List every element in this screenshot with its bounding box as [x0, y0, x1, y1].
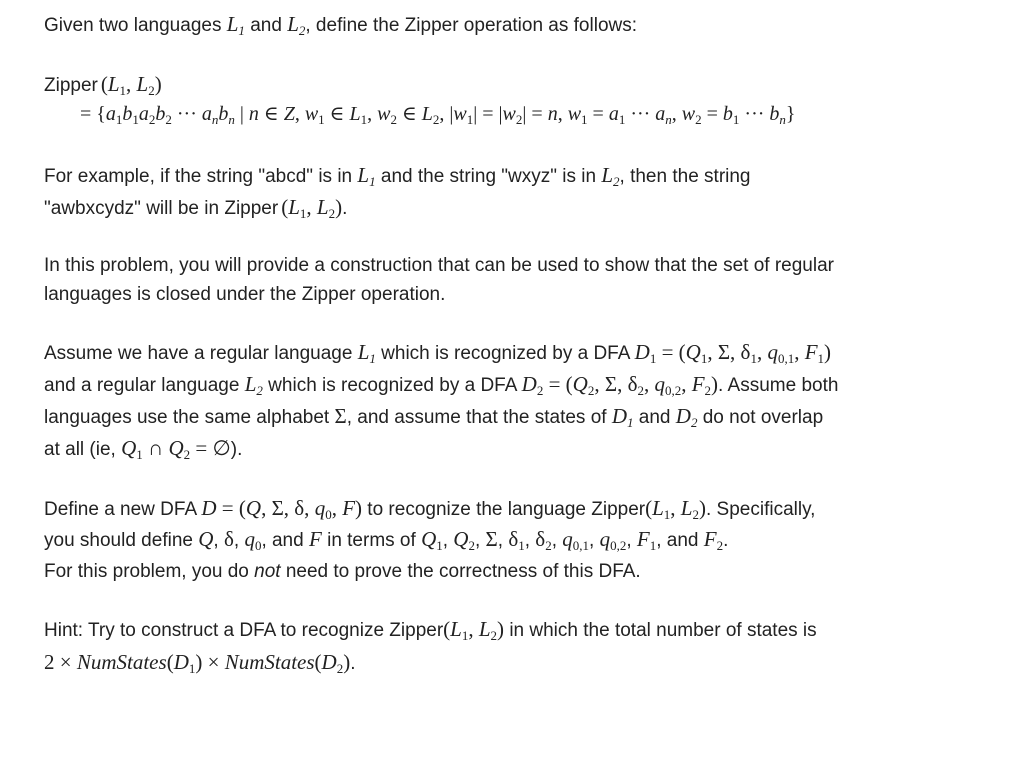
define-text-9: , [442, 530, 454, 551]
define-text-13: , [551, 530, 563, 551]
define-text-17: . [723, 530, 729, 551]
math-L1: $L_1$ [357, 163, 376, 189]
math-D2: $D_2$ [675, 404, 698, 430]
assume-text-6: languages use the same alphabet [44, 407, 335, 428]
hint-states-expression: $2 \times NumStates(D_1)$ × $NumStates(D_2)$ [44, 650, 351, 676]
assume-line-4 [44, 436, 242, 462]
math-Q2: $Q_2$ [453, 527, 475, 553]
intro-text-3: , define the Zipper operation as follows: [305, 15, 638, 36]
math-L2: $L_2$ [244, 372, 263, 398]
zipper-args: ($L_1$, $L_2$) [443, 617, 505, 643]
define-text-5: , [213, 530, 224, 551]
math-delta: δ [223, 527, 234, 551]
define-text-20: need to prove the correctness of this DFA. [280, 561, 641, 582]
math-sigma: Σ [334, 404, 347, 428]
math-q01: $q_{0,1}$ [562, 527, 590, 553]
define-line-2 [44, 527, 728, 553]
math-F2: $F_2$ [703, 527, 724, 553]
assume-text-11: ). [230, 439, 243, 460]
problem-line-2: languages is closed under the Zipper operation. [44, 284, 446, 305]
intro-text-1: Given two languages [44, 15, 227, 36]
define-text-8: in terms of [321, 530, 422, 551]
define-line-3 [44, 560, 641, 584]
example-text-3: , then the string [619, 166, 751, 187]
define-text-12: , [524, 530, 536, 551]
problem-line-1: In this problem, you will provide a construction that can be used to show that the set of regular [44, 255, 834, 276]
math-q02: $q_{0,2}$ [599, 527, 627, 553]
assume-line-2 [44, 372, 838, 398]
math-L2: $L_2$ [287, 12, 306, 38]
hint-text-1: Hint: Try to construct a DFA to recognize Zipper [44, 620, 444, 641]
math-D1: $D_1$ [611, 404, 634, 430]
assume-text-3: and a regular language [44, 375, 245, 396]
define-text-1: Define a new DFA [44, 499, 202, 520]
assume-text-2: which is recognized by a DFA [375, 343, 635, 364]
zipper-definition-head [44, 72, 162, 98]
math-delta2: $\delta_2$ [535, 527, 552, 553]
math-L2: $L_2$ [601, 163, 620, 189]
emphasis-not: not [254, 561, 281, 582]
define-text-11: , [497, 530, 509, 551]
zipper-label: Zipper [44, 75, 98, 96]
math-L1: $L_1$ [357, 340, 376, 366]
hint-line-2 [44, 650, 356, 676]
define-text-4: you should define [44, 530, 199, 551]
assume-line-3 [44, 404, 823, 430]
assume-text-1: Assume we have a regular language [44, 343, 358, 364]
math-F: F [308, 527, 322, 551]
zipper-set-math: = {$a_1b_1a_2b_2$ ··· $a_nb_n$ | n ∈ Z, $w_1$ ∈ $L_1$, $w_2$ ∈ $L_2$, $|w_1| = |w_2| = n$, $w_1 = a_1$ ··· $a_n$, $w_2 = b_1$ ··· $b_n$} [80, 103, 796, 127]
assume-text-8: and [633, 407, 676, 428]
assume-text-9: do not overlap [697, 407, 824, 428]
math-q0: $q_0$ [244, 527, 262, 553]
define-text-3: . Specifically, [705, 499, 816, 520]
hint-text-3: . [350, 653, 356, 674]
math-sigma: Σ [485, 527, 498, 551]
example-line-1 [44, 163, 751, 189]
example-text-1: For example, if the string "abcd" is in [44, 166, 358, 187]
math-D1-tuple: $D_1 = (Q_1$, Σ, $\delta_1$, $q_{0,1}$, $F_1$) [634, 340, 832, 366]
math-D2-tuple: $D_2 = (Q_2$, Σ, $\delta_2$, $q_{0,2}$, $F_2$) [521, 372, 719, 398]
math-Q: Q [198, 527, 214, 551]
example-line-2 [44, 195, 347, 221]
assume-line-1 [44, 340, 831, 366]
math-L1: $L_1$ [226, 12, 245, 38]
assume-text-4: which is recognized by a DFA [262, 375, 522, 396]
math-Q1: $Q_1$ [421, 527, 443, 553]
intro-paragraph [44, 12, 637, 38]
zipper-args: ($L_1$, $L_2$) [645, 496, 706, 522]
hint-text-2: in which the total number of states is [504, 620, 817, 641]
define-text-16: , and [656, 530, 704, 551]
math-D-tuple: D = (Q, Σ, δ, $q_0$, F) [201, 496, 363, 522]
define-text-2: to recognize the language Zipper [362, 499, 646, 520]
zipper-args: ($L_1$, $L_2$) [100, 72, 162, 98]
define-text-18: For this problem, you do [44, 561, 255, 582]
assume-text-5: . Assume both [718, 375, 839, 396]
math-disjoint: $Q_1$ ∩ $Q_2$ = ∅ [121, 436, 231, 462]
define-text-7: , and [261, 530, 309, 551]
define-text-6: , [233, 530, 245, 551]
example-text-4: "awbxcydz" will be in Zipper [44, 198, 279, 219]
zipper-set-expression [80, 102, 796, 127]
math-F1: $F_1$ [636, 527, 657, 553]
intro-text-2: and [244, 15, 288, 36]
example-text-5: . [342, 198, 348, 219]
zipper-args: ($L_1$, $L_2$) [281, 195, 343, 221]
hint-line-1 [44, 617, 817, 643]
define-line-1 [44, 496, 815, 522]
define-text-10: , [474, 530, 486, 551]
math-delta1: $\delta_1$ [508, 527, 525, 553]
define-text-14: , [589, 530, 600, 551]
assume-text-7: , and assume that the states of [346, 407, 612, 428]
example-text-2: and the string "wxyz" is in [375, 166, 602, 187]
assume-text-10: at all (ie, [44, 439, 122, 460]
define-text-15: , [626, 530, 637, 551]
